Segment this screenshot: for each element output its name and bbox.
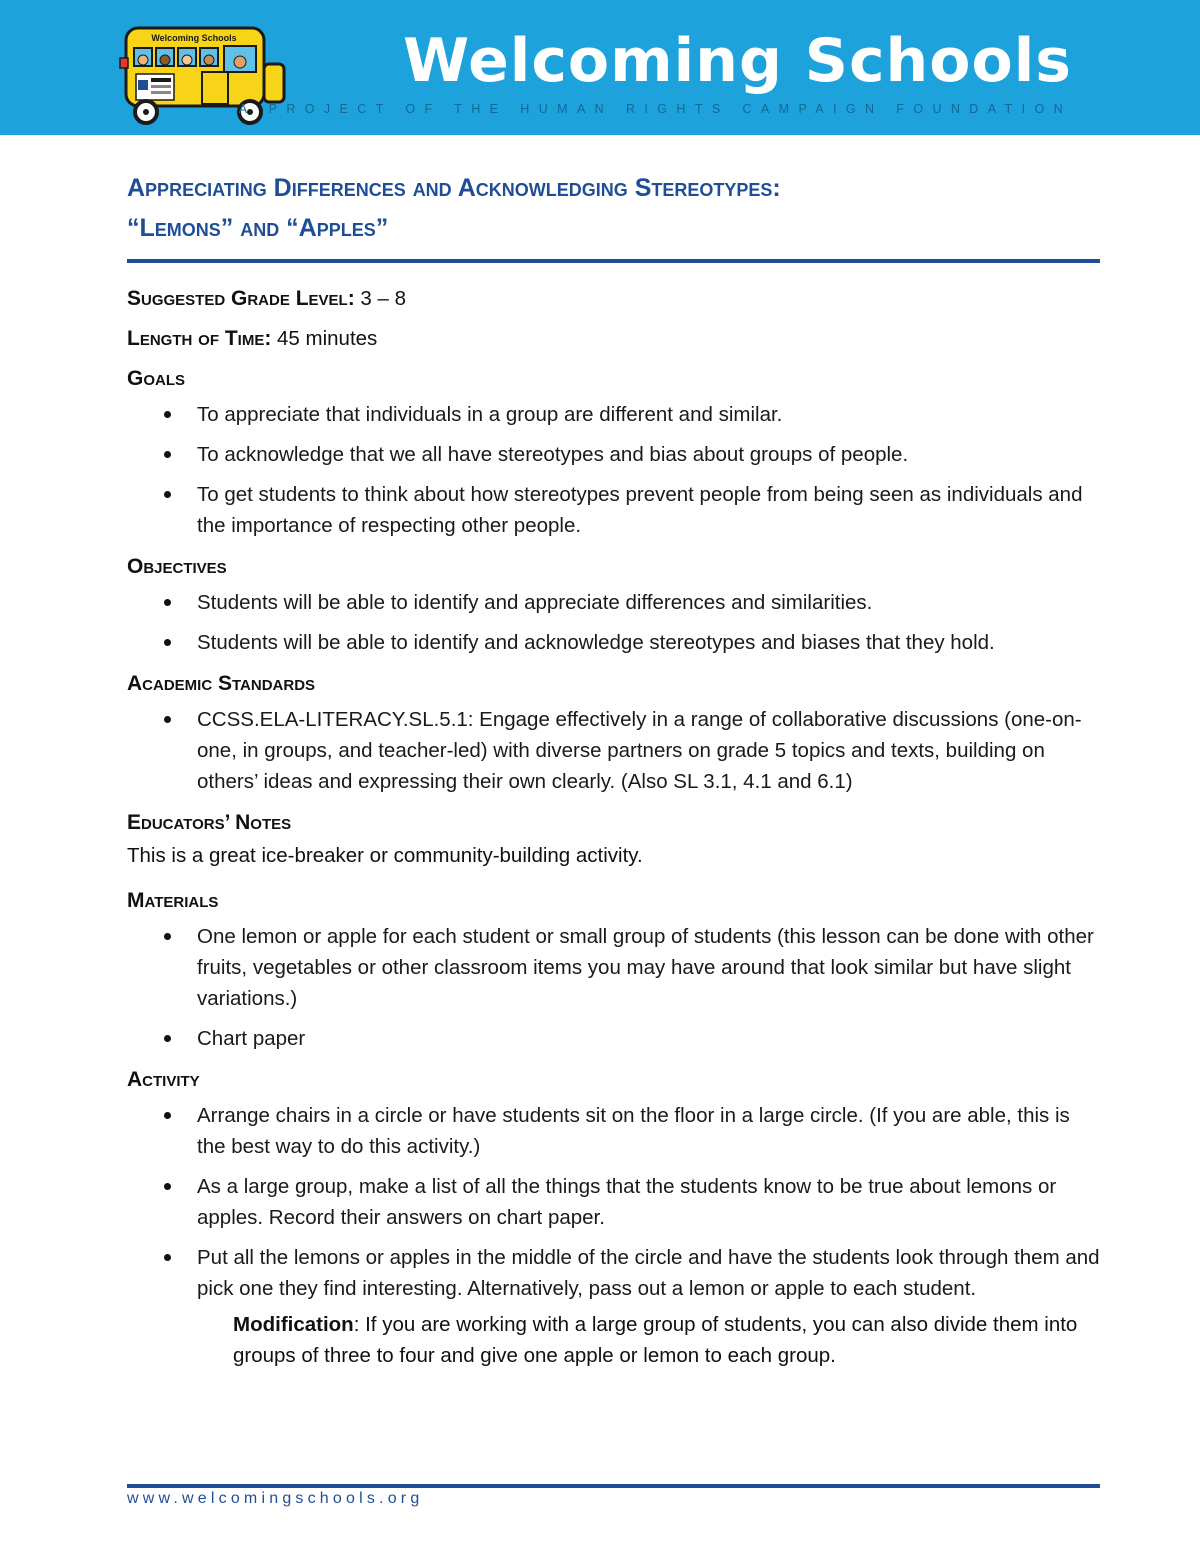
list-item: To appreciate that individuals in a group are different and similar. bbox=[197, 399, 1100, 430]
materials-heading: Materials bbox=[127, 889, 219, 912]
length-of-time-value: 45 minutes bbox=[277, 327, 378, 350]
objectives-heading: Objectives bbox=[127, 555, 227, 578]
materials-list bbox=[127, 921, 1100, 1054]
activity-list bbox=[127, 1100, 1100, 1304]
footer-url-link[interactable]: www.welcomingschools.org bbox=[127, 1490, 424, 1507]
list-item: Students will be able to identify and appreciate differences and similarities. bbox=[197, 587, 1100, 618]
objectives-list bbox=[127, 587, 1100, 658]
bus-sign-text: Welcoming Schools bbox=[151, 33, 237, 43]
list-item: To get students to think about how stereotypes prevent people from being seen as individuals and the importance of respecting other people. bbox=[197, 479, 1100, 541]
educators-notes-text: This is a great ice-breaker or community-building activity. bbox=[127, 844, 643, 867]
list-item: As a large group, make a list of all the things that the students know to be true about lemons or apples. Record their answers on chart paper. bbox=[197, 1171, 1100, 1233]
grade-level bbox=[127, 285, 1100, 313]
educators-notes-heading: Educators’ Notes bbox=[127, 811, 292, 834]
academic-standards-list bbox=[127, 704, 1100, 797]
list-item: Put all the lemons or apples in the middle of the circle and have the students look through them and pick one they find interesting. Alternatively, pass out a lemon or apple to each student. bbox=[197, 1242, 1100, 1304]
grade-level-value: 3 – 8 bbox=[360, 287, 407, 310]
footer-divider bbox=[127, 1484, 1100, 1488]
list-item: One lemon or apple for each student or small group of students (this lesson can be done with other fruits, vegetables or other classroom items you may have around that look similar but have slight variations.) bbox=[197, 921, 1100, 1014]
brand-tagline: A PROJECT OF THE HUMAN RIGHTS CAMPAIGN FOUNDATION bbox=[238, 102, 1072, 116]
page-title bbox=[127, 168, 1100, 248]
list-item: Arrange chairs in a circle or have students sit on the floor in a large circle. (If you are able, this is the best way to do this activity.) bbox=[197, 1100, 1100, 1162]
list-item: Chart paper bbox=[197, 1023, 1100, 1054]
title-line-1: Appreciating Differences and Acknowledging Stereotypes: bbox=[127, 174, 781, 202]
title-divider bbox=[127, 259, 1100, 263]
document-body bbox=[127, 168, 1100, 1371]
list-item: To acknowledge that we all have stereotypes and bias about groups of people. bbox=[197, 439, 1100, 470]
title-line-2: “Lemons” and “Apples” bbox=[127, 214, 389, 242]
goals-list bbox=[127, 399, 1100, 541]
academic-standards-heading: Academic Standards bbox=[127, 672, 316, 695]
goals-heading: Goals bbox=[127, 367, 186, 390]
activity-modification bbox=[233, 1309, 1100, 1371]
list-item: CCSS.ELA-LITERACY.SL.5.1: Engage effectively in a range of collaborative discussions (one-on-one, in groups, and teacher-led) with diverse partners on grade 5 topics and texts, building on others’ ideas and expressing their own clearly. (Also SL 3.1, 4.1 and 6.1) bbox=[197, 704, 1100, 797]
modification-text: : If you are working with a large group of students, you can also divide them into groups of three to four and give one apple or lemon to each group. bbox=[233, 1313, 1078, 1367]
brand-title: Welcoming Schools bbox=[403, 26, 1072, 96]
length-of-time-label: Length of Time: bbox=[127, 327, 272, 350]
grade-level-label: Suggested Grade Level: bbox=[127, 287, 355, 310]
modification-label: Modification bbox=[233, 1313, 354, 1336]
activity-heading: Activity bbox=[127, 1068, 200, 1091]
list-item: Students will be able to identify and acknowledge stereotypes and biases that they hold. bbox=[197, 627, 1100, 658]
length-of-time bbox=[127, 325, 1100, 353]
header-banner bbox=[0, 0, 1200, 135]
